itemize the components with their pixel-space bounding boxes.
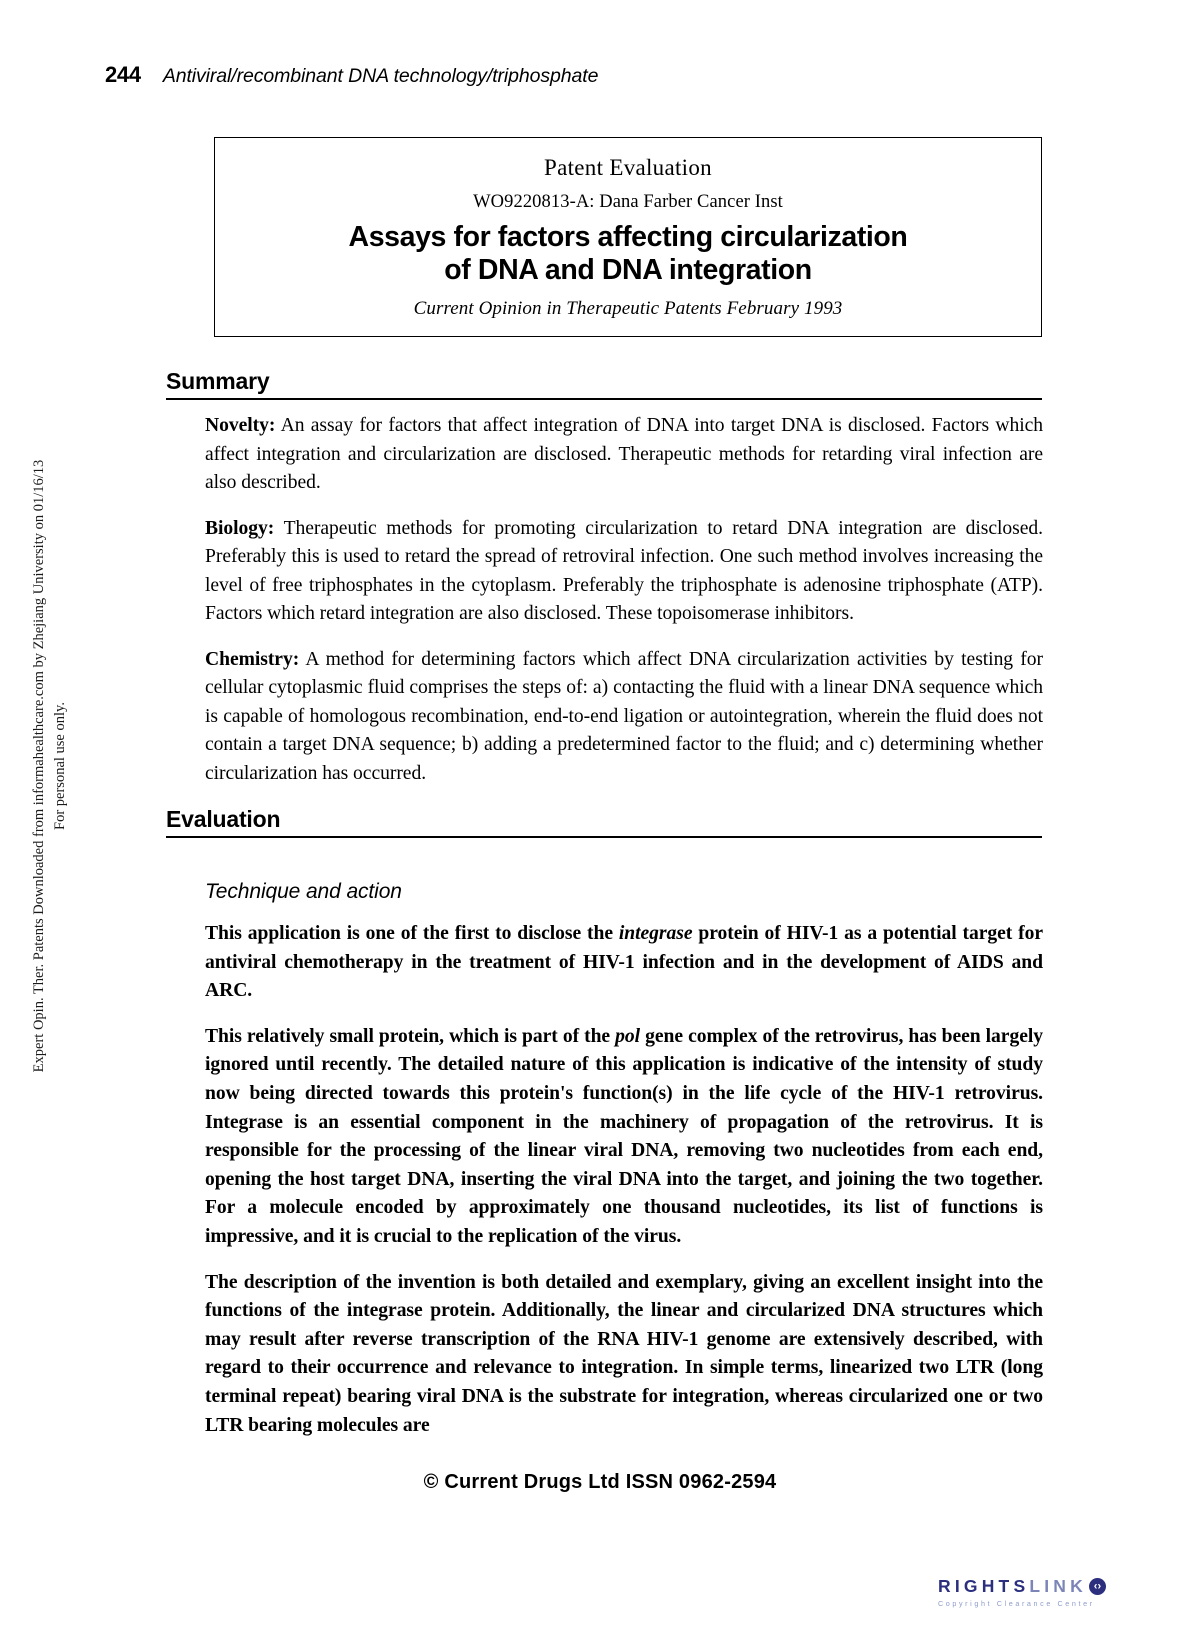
paragraph-eval-2-pre: This relatively small protein, which is part of the bbox=[205, 1025, 616, 1047]
watermark-line-2: For personal use only. bbox=[52, 702, 68, 830]
paragraph-eval-2-post: gene complex of the retrovirus, has been largely ignored until recently. The detailed nature of this application is indicative of the intensity of study now being directed towards this protein's function(s) in the life cycle of the HIV-1 retrovirus. Integrase is an essential component in the machinery of propagation of the retrovirus. It is responsible for the processing of the linear viral DNA, removing two nucleotides from each end, opening the host target DNA, inserting the viral DNA into the target, and joining the two together. For a molecule encoded by approximately one thousand nucleotides, its list of functions is impressive, and it is crucial to the replication of the virus. bbox=[205, 1025, 1043, 1247]
section-rule bbox=[166, 836, 1042, 838]
journal-source: Current Opinion in Therapeutic Patents February 1993 bbox=[413, 297, 843, 319]
subheading-technique-and-action: Technique and action bbox=[205, 880, 402, 903]
evaluation-body bbox=[205, 880, 1043, 1457]
paragraph-eval-1-pre: This application is one of the first to disclose the bbox=[205, 923, 619, 944]
paragraph-text-biology: Therapeutic methods for promoting circularization to retard DNA integration are disclosed. Preferably this is used to retard the spread of retroviral infection. One such method involves increasing the level of free triphosphates in the cytoplasm. Preferably the triphosphate is adenosine triphosphate (ATP). Factors which retard integration are also disclosed. These topoisomerase inhibitors. bbox=[205, 517, 1043, 624]
paragraph-eval-3-pre: The description of the invention is both detailed and exemplary, giving an excellent insight into the functions of the integrase protein. Additionally, the linear and circularized DNA structures which may result after reverse transcription of the RNA HIV-1 genome are extensively described, with regard to their occurrence and relevance to integration. In simple terms, linearized two LTR (long terminal repeat) bearing viral DNA is the substrate for integration, whereas circularized one or two LTR bearing molecules are bbox=[205, 1271, 1043, 1436]
paragraph-eval-1-post: protein of HIV-1 as a potential target for antiviral chemotherapy in the treatment of HIV-1 infection and in the development of AIDS and ARC. bbox=[205, 923, 1044, 1002]
summary-body bbox=[205, 412, 1043, 788]
patent-title bbox=[215, 221, 1041, 288]
running-head-title: Antiviral/recombinant DNA technology/triphosphate bbox=[162, 65, 599, 87]
paragraph-eval-1-emphasis: integrase bbox=[618, 923, 693, 944]
rightslink-logo[interactable] bbox=[938, 1578, 1153, 1608]
paragraph-eval-1 bbox=[205, 920, 1043, 1006]
patent-number-assignee: WO9220813-A: Dana Farber Cancer Inst bbox=[473, 192, 783, 212]
watermark-line-1: Expert Opin. Ther. Patents Downloaded from informahealthcare.com by Zhejiang University on 01/16/13 bbox=[30, 459, 47, 1073]
paragraph-novelty bbox=[205, 412, 1043, 498]
paragraph-text-chemistry: A method for determining factors which affect DNA circularization activities by testing for cellular cytoplasmic fluid comprises the steps of: a) contacting the fluid with a linear DNA sequence which is capable of homologous recombination, end-to-end ligation or autointegration, wherein the fluid does not contain a target DNA sequence; b) adding a predetermined factor to the fluid; and c) determining whether circularization has occurred. bbox=[205, 648, 1043, 784]
rightslink-word-link: LINK bbox=[1029, 1576, 1087, 1596]
footer-copyright: © Current Drugs Ltd ISSN 0962-2594 bbox=[423, 1471, 777, 1493]
paragraph-chemistry bbox=[205, 646, 1043, 789]
running-head bbox=[105, 62, 598, 88]
paragraph-text-novelty: An assay for factors that affect integration of DNA into target DNA is disclosed. Factors which affect integration and circularization are disclosed. Therapeutic methods for retarding viral infection are also described. bbox=[205, 415, 1043, 493]
paragraph-eval-3 bbox=[205, 1269, 1043, 1441]
patent-title-line-1: Assays for factors affecting circularization bbox=[348, 221, 908, 253]
section-heading-evaluation bbox=[166, 806, 1042, 838]
patent-evaluation-label: Patent Evaluation bbox=[544, 155, 712, 180]
section-heading-summary bbox=[166, 368, 1042, 400]
paragraph-label-chemistry: Chemistry: bbox=[205, 648, 300, 670]
patent-title-line-2: of DNA and DNA integration bbox=[444, 254, 812, 287]
paragraph-label-novelty: Novelty: bbox=[205, 415, 276, 436]
paragraph-biology bbox=[205, 515, 1043, 629]
paragraph-label-biology: Biology: bbox=[205, 517, 275, 539]
page-number: 244 bbox=[105, 62, 141, 87]
patent-title-box bbox=[214, 137, 1042, 337]
section-heading-summary-label: Summary bbox=[166, 368, 270, 394]
rightslink-word-rights: RIGHTS bbox=[938, 1576, 1030, 1596]
download-watermark bbox=[29, 386, 71, 1146]
paragraph-eval-2-emphasis: pol bbox=[615, 1025, 641, 1047]
paragraph-eval-2 bbox=[205, 1023, 1043, 1252]
rightslink-arrows-icon bbox=[1089, 1578, 1106, 1595]
section-rule bbox=[166, 398, 1042, 400]
rightslink-wordmark bbox=[938, 1578, 1153, 1596]
rightslink-subtitle: Copyright Clearance Center bbox=[938, 1598, 1095, 1608]
section-heading-evaluation-label: Evaluation bbox=[166, 806, 281, 832]
